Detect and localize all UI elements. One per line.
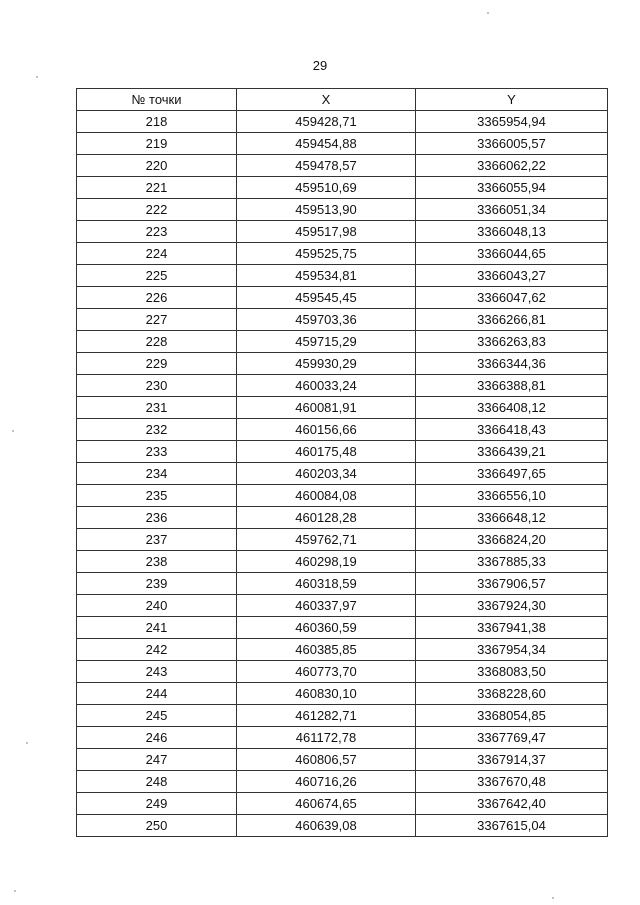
cell-point-number: 230 [77, 375, 237, 397]
table-row [77, 331, 608, 353]
cell-point-number: 233 [77, 441, 237, 463]
cell-x: 459715,29 [237, 331, 416, 353]
scan-speck [14, 890, 16, 892]
cell-x: 459428,71 [237, 111, 416, 133]
cell-x: 460128,28 [237, 507, 416, 529]
table-row [77, 507, 608, 529]
cell-y: 3368054,85 [416, 705, 608, 727]
cell-point-number: 221 [77, 177, 237, 199]
cell-y: 3367670,48 [416, 771, 608, 793]
cell-x: 460773,70 [237, 661, 416, 683]
table-row [77, 133, 608, 155]
cell-y: 3365954,94 [416, 111, 608, 133]
cell-point-number: 244 [77, 683, 237, 705]
cell-y: 3366044,65 [416, 243, 608, 265]
cell-x: 460360,59 [237, 617, 416, 639]
table-row [77, 353, 608, 375]
cell-y: 3367914,37 [416, 749, 608, 771]
cell-y: 3367615,04 [416, 815, 608, 837]
cell-x: 460830,10 [237, 683, 416, 705]
table-row [77, 705, 608, 727]
table-row [77, 683, 608, 705]
cell-y: 3366648,12 [416, 507, 608, 529]
column-header-x: X [237, 89, 416, 111]
cell-x: 459513,90 [237, 199, 416, 221]
cell-point-number: 242 [77, 639, 237, 661]
cell-x: 459454,88 [237, 133, 416, 155]
cell-y: 3366824,20 [416, 529, 608, 551]
table-row [77, 573, 608, 595]
cell-point-number: 227 [77, 309, 237, 331]
cell-point-number: 231 [77, 397, 237, 419]
table-row [77, 419, 608, 441]
cell-x: 460806,57 [237, 749, 416, 771]
cell-y: 3366408,12 [416, 397, 608, 419]
table-row [77, 243, 608, 265]
cell-y: 3368083,50 [416, 661, 608, 683]
cell-y: 3366418,43 [416, 419, 608, 441]
cell-y: 3367941,38 [416, 617, 608, 639]
cell-x: 459510,69 [237, 177, 416, 199]
cell-point-number: 218 [77, 111, 237, 133]
cell-point-number: 248 [77, 771, 237, 793]
cell-y: 3367924,30 [416, 595, 608, 617]
cell-point-number: 246 [77, 727, 237, 749]
cell-x: 460385,85 [237, 639, 416, 661]
cell-x: 460175,48 [237, 441, 416, 463]
table-row [77, 815, 608, 837]
scan-speck [12, 430, 14, 432]
cell-x: 459930,29 [237, 353, 416, 375]
cell-y: 3366048,13 [416, 221, 608, 243]
table-row [77, 595, 608, 617]
cell-point-number: 243 [77, 661, 237, 683]
cell-point-number: 219 [77, 133, 237, 155]
cell-point-number: 232 [77, 419, 237, 441]
table-row [77, 441, 608, 463]
cell-y: 3366055,94 [416, 177, 608, 199]
cell-x: 459517,98 [237, 221, 416, 243]
table-body [77, 111, 608, 837]
cell-point-number: 226 [77, 287, 237, 309]
cell-point-number: 250 [77, 815, 237, 837]
cell-point-number: 241 [77, 617, 237, 639]
table-row [77, 265, 608, 287]
table-row [77, 155, 608, 177]
cell-x: 460203,34 [237, 463, 416, 485]
cell-point-number: 224 [77, 243, 237, 265]
cell-x: 460156,66 [237, 419, 416, 441]
table-row [77, 771, 608, 793]
table-row [77, 287, 608, 309]
cell-point-number: 237 [77, 529, 237, 551]
cell-x: 459762,71 [237, 529, 416, 551]
table-row [77, 375, 608, 397]
coordinates-table [76, 88, 608, 837]
table-row [77, 793, 608, 815]
cell-y: 3366556,10 [416, 485, 608, 507]
cell-point-number: 229 [77, 353, 237, 375]
cell-y: 3366051,34 [416, 199, 608, 221]
cell-point-number: 234 [77, 463, 237, 485]
table-row [77, 463, 608, 485]
cell-y: 3367906,57 [416, 573, 608, 595]
cell-y: 3366005,57 [416, 133, 608, 155]
table-row [77, 529, 608, 551]
cell-y: 3366388,81 [416, 375, 608, 397]
table-row [77, 551, 608, 573]
cell-point-number: 249 [77, 793, 237, 815]
cell-point-number: 235 [77, 485, 237, 507]
cell-x: 460298,19 [237, 551, 416, 573]
table-row [77, 485, 608, 507]
cell-x: 459703,36 [237, 309, 416, 331]
cell-point-number: 220 [77, 155, 237, 177]
scan-speck [26, 742, 28, 744]
cell-x: 460318,59 [237, 573, 416, 595]
cell-y: 3368228,60 [416, 683, 608, 705]
column-header-point-number: № точки [77, 89, 237, 111]
page-number: 29 [312, 58, 328, 73]
cell-point-number: 225 [77, 265, 237, 287]
cell-x: 459478,57 [237, 155, 416, 177]
cell-x: 460337,97 [237, 595, 416, 617]
table-row [77, 727, 608, 749]
cell-y: 3367954,34 [416, 639, 608, 661]
cell-x: 460639,08 [237, 815, 416, 837]
cell-x: 461282,71 [237, 705, 416, 727]
cell-y: 3367885,33 [416, 551, 608, 573]
cell-y: 3366062,22 [416, 155, 608, 177]
cell-point-number: 236 [77, 507, 237, 529]
cell-y: 3366043,27 [416, 265, 608, 287]
table-row [77, 617, 608, 639]
cell-point-number: 247 [77, 749, 237, 771]
cell-y: 3367642,40 [416, 793, 608, 815]
cell-x: 460081,91 [237, 397, 416, 419]
scan-speck [36, 76, 38, 78]
table-row [77, 111, 608, 133]
cell-y: 3366439,21 [416, 441, 608, 463]
table-row [77, 221, 608, 243]
cell-x: 459545,45 [237, 287, 416, 309]
cell-x: 459534,81 [237, 265, 416, 287]
cell-point-number: 223 [77, 221, 237, 243]
table-row [77, 199, 608, 221]
cell-x: 459525,75 [237, 243, 416, 265]
cell-x: 460716,26 [237, 771, 416, 793]
cell-point-number: 228 [77, 331, 237, 353]
cell-y: 3366344,36 [416, 353, 608, 375]
table-row [77, 397, 608, 419]
column-header-y: Y [416, 89, 608, 111]
cell-point-number: 239 [77, 573, 237, 595]
cell-point-number: 240 [77, 595, 237, 617]
cell-y: 3366497,65 [416, 463, 608, 485]
cell-x: 460674,65 [237, 793, 416, 815]
table-row [77, 177, 608, 199]
table-row [77, 639, 608, 661]
cell-point-number: 222 [77, 199, 237, 221]
cell-point-number: 245 [77, 705, 237, 727]
cell-y: 3366266,81 [416, 309, 608, 331]
table-header-row [77, 89, 608, 111]
table-row [77, 749, 608, 771]
cell-x: 460084,08 [237, 485, 416, 507]
cell-x: 461172,78 [237, 727, 416, 749]
table-row [77, 309, 608, 331]
scan-speck [487, 12, 489, 14]
cell-y: 3366047,62 [416, 287, 608, 309]
cell-point-number: 238 [77, 551, 237, 573]
scan-speck [552, 897, 554, 899]
cell-y: 3367769,47 [416, 727, 608, 749]
cell-y: 3366263,83 [416, 331, 608, 353]
table-row [77, 661, 608, 683]
cell-x: 460033,24 [237, 375, 416, 397]
